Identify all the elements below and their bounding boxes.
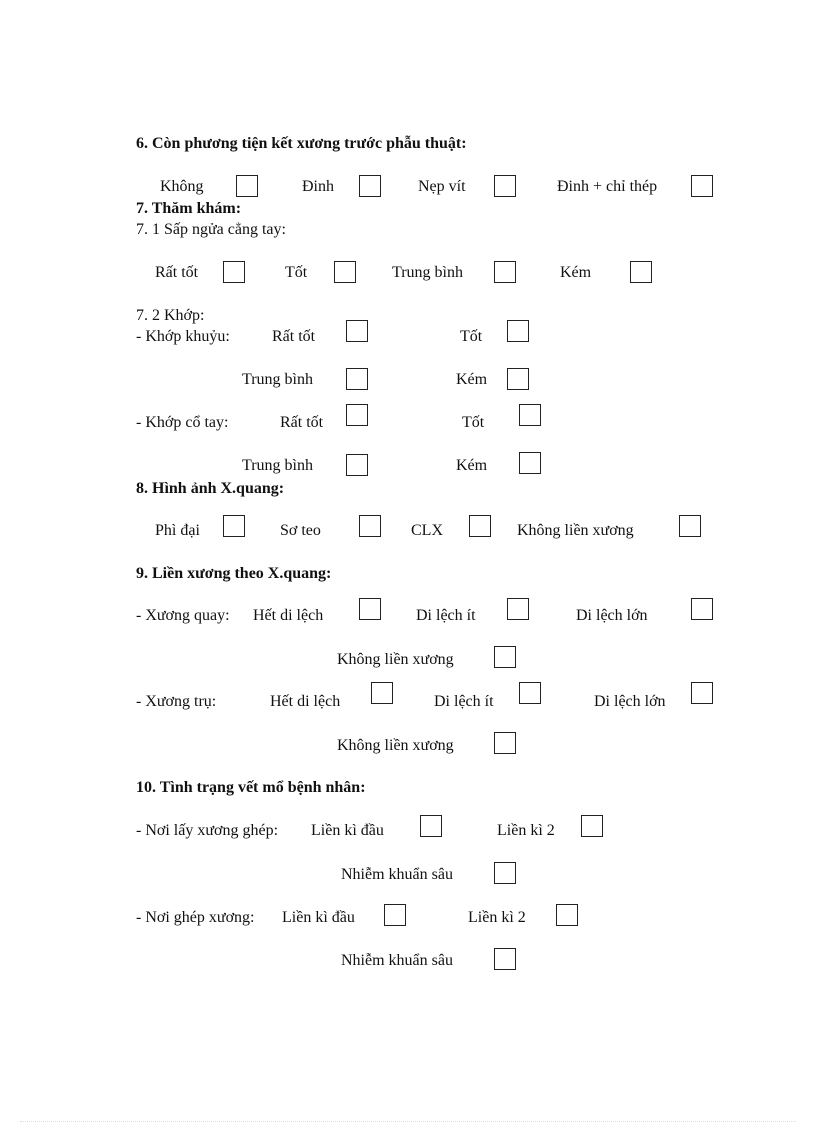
option-label: Tốt — [285, 264, 308, 281]
option-label: Sơ teo — [280, 522, 321, 539]
option-label: Trung bình — [242, 371, 313, 388]
checkbox-sap-ngua-kem[interactable] — [630, 261, 652, 283]
option-label: Đinh + chỉ thép — [557, 178, 658, 195]
option-label: Di lệch ít — [416, 607, 476, 624]
graft-site-label: - Nơi ghép xương: — [136, 909, 255, 926]
checkbox-tru-het-di-lech[interactable] — [371, 682, 393, 704]
option-label: Không liền xương — [337, 651, 454, 668]
option-label: Liền kì đầu — [311, 822, 384, 839]
checkbox-quay-het-di-lech[interactable] — [359, 598, 381, 620]
section-9-heading: 9. Liền xương theo X.quang: — [136, 565, 332, 582]
checkbox-khong-lien-xuong[interactable] — [679, 515, 701, 537]
option-label: Nẹp vít — [418, 178, 466, 195]
checkbox-khuyu-kem[interactable] — [507, 368, 529, 390]
checkbox-clx[interactable] — [469, 515, 491, 537]
option-label: Hết di lệch — [253, 607, 324, 624]
option-label: Nhiễm khuẩn sâu — [341, 866, 453, 883]
section-8-heading: 8. Hình ảnh X.quang: — [136, 480, 285, 497]
option-label: Di lệch lớn — [594, 693, 666, 710]
checkbox-ghep-lien-ki-dau[interactable] — [384, 904, 406, 926]
page-bottom-rule — [20, 1121, 796, 1122]
checkbox-so-teo[interactable] — [359, 515, 381, 537]
option-label: Liền kì 2 — [468, 909, 526, 926]
checkbox-khuyu-rat-tot[interactable] — [346, 320, 368, 342]
option-label: Liền kì 2 — [497, 822, 555, 839]
checkbox-sap-ngua-trung-binh[interactable] — [494, 261, 516, 283]
option-label: Rất tốt — [272, 328, 316, 345]
option-label: Đinh — [302, 178, 334, 195]
checkbox-nep-vit[interactable] — [494, 175, 516, 197]
checkbox-ghep-lien-ki-2[interactable] — [556, 904, 578, 926]
elbow-label: - Khớp khuỷu: — [136, 328, 230, 345]
option-label: Liền kì đầu — [282, 909, 355, 926]
option-label: Rất tốt — [155, 264, 199, 281]
checkbox-lay-lien-ki-2[interactable] — [581, 815, 603, 837]
checkbox-quay-di-lech-lon[interactable] — [691, 598, 713, 620]
checkbox-phi-dai[interactable] — [223, 515, 245, 537]
option-label: CLX — [411, 522, 443, 539]
option-label: Tốt — [460, 328, 483, 345]
option-label: Phì đại — [155, 522, 200, 539]
checkbox-khuyu-trung-binh[interactable] — [346, 368, 368, 390]
subsection-7-1: 7. 1 Sấp ngửa cẳng tay: — [136, 221, 286, 238]
option-label: Không — [160, 178, 204, 195]
checkbox-dinh[interactable] — [359, 175, 381, 197]
checkbox-dinh-chi-thep[interactable] — [691, 175, 713, 197]
checkbox-co-tay-kem[interactable] — [519, 452, 541, 474]
checkbox-co-tay-tot[interactable] — [519, 404, 541, 426]
option-label: Không liền xương — [517, 522, 634, 539]
checkbox-tru-di-lech-lon[interactable] — [691, 682, 713, 704]
option-label: Kém — [456, 371, 488, 388]
checkbox-khuyu-tot[interactable] — [507, 320, 529, 342]
option-label: Rất tốt — [280, 414, 324, 431]
checkbox-tru-khong-lien-xuong[interactable] — [494, 732, 516, 754]
checkbox-co-tay-rat-tot[interactable] — [346, 404, 368, 426]
radius-label: - Xương quay: — [136, 607, 230, 624]
option-label: Trung bình — [392, 264, 463, 281]
checkbox-quay-di-lech-it[interactable] — [507, 598, 529, 620]
checkbox-khong[interactable] — [236, 175, 258, 197]
checkbox-co-tay-trung-binh[interactable] — [346, 454, 368, 476]
checkbox-sap-ngua-tot[interactable] — [334, 261, 356, 283]
option-label: Không liền xương — [337, 737, 454, 754]
ulna-label: - Xương trụ: — [136, 693, 217, 710]
section-10-heading: 10. Tình trạng vết mổ bệnh nhân: — [136, 779, 366, 796]
checkbox-lay-nhiem-khuan-sau[interactable] — [494, 862, 516, 884]
checkbox-quay-khong-lien-xuong[interactable] — [494, 646, 516, 668]
option-label: Di lệch lớn — [576, 607, 648, 624]
option-label: Kém — [456, 457, 488, 474]
option-label: Tốt — [462, 414, 485, 431]
checkbox-sap-ngua-rat-tot[interactable] — [223, 261, 245, 283]
checkbox-ghep-nhiem-khuan-sau[interactable] — [494, 948, 516, 970]
option-label: Kém — [560, 264, 592, 281]
subsection-7-2: 7. 2 Khớp: — [136, 307, 205, 324]
option-label: Nhiễm khuẩn sâu — [341, 952, 453, 969]
checkbox-tru-di-lech-it[interactable] — [519, 682, 541, 704]
donor-site-label: - Nơi lấy xương ghép: — [136, 822, 279, 839]
checkbox-lay-lien-ki-dau[interactable] — [420, 815, 442, 837]
section-7-heading: 7. Thăm khám: — [136, 200, 242, 217]
section-6-heading: 6. Còn phương tiện kết xương trước phẫu thuật: — [136, 135, 467, 152]
option-label: Trung bình — [242, 457, 313, 474]
option-label: Hết di lệch — [270, 693, 341, 710]
option-label: Di lệch ít — [434, 693, 494, 710]
wrist-label: - Khớp cổ tay: — [136, 414, 229, 431]
